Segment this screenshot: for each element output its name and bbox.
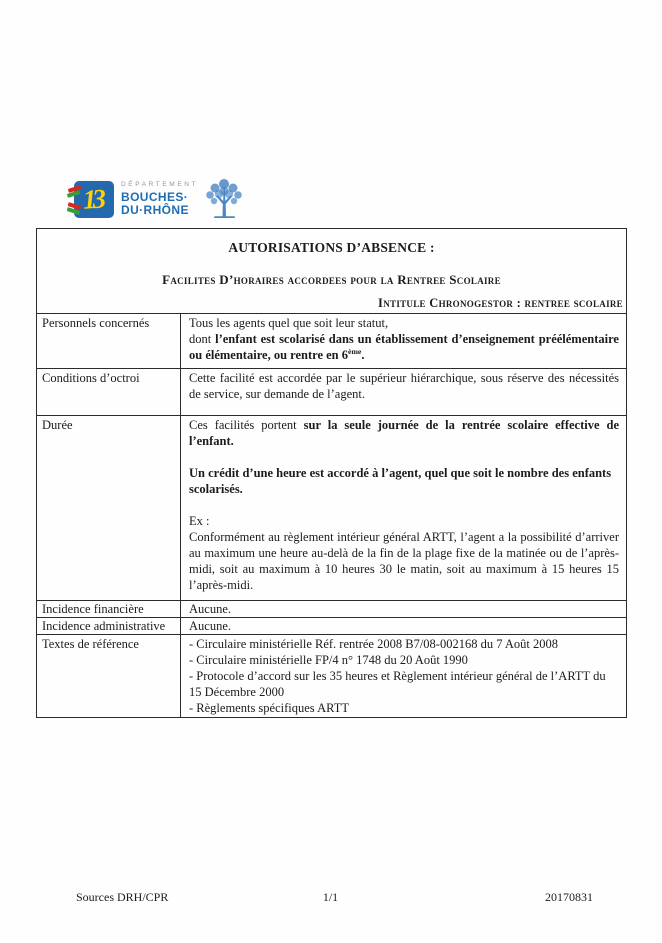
tree-icon xyxy=(202,174,246,220)
text-segment: - Protocole d’accord sur les 35 heures et Règlement intérieur général de l’ARTT du 15 Décembre 2000 xyxy=(189,669,606,699)
paragraph xyxy=(189,417,619,449)
row-content xyxy=(181,416,626,600)
text-segment: dont xyxy=(189,332,216,346)
table-row xyxy=(37,617,626,634)
logo-name-line1: BOUCHES· xyxy=(121,189,189,204)
page-footer xyxy=(36,890,625,905)
text-segment: Un crédit d’une heure est accordé à l’agent, quel que soit le nombre des enfants scolarisés. xyxy=(189,466,612,496)
text-segment: Aucune. xyxy=(189,619,231,633)
text-segment: ème xyxy=(348,346,362,356)
text-segment: - Circulaire ministérielle FP/4 n° 1748 du 20 Août 1990 xyxy=(189,653,468,667)
text-segment: - Règlements spécifiques ARTT xyxy=(189,701,349,715)
paragraph xyxy=(189,315,619,331)
document-subtitle: Facilites D’horaires accordees pour la Rentree Scolaire xyxy=(162,272,501,287)
text-segment: sur la seule journée de la rentrée scolaire effective de l’enfant. xyxy=(189,418,619,448)
row-label: Personnels concernés xyxy=(37,314,181,368)
logo-text xyxy=(121,182,198,216)
text-segment: Tous les agents quel que soit leur statut, xyxy=(189,316,389,330)
table-row xyxy=(37,368,626,415)
paragraph xyxy=(189,700,619,716)
absence-authorization-table xyxy=(36,228,627,718)
table-row xyxy=(37,634,626,717)
footer-sources: Sources DRH/CPR xyxy=(76,890,169,904)
logo-department-label: DÉPARTEMENT xyxy=(121,181,199,189)
logo-number: 13 xyxy=(81,183,103,215)
footer-date: 20170831 xyxy=(545,890,593,904)
row-label: Incidence financière xyxy=(37,601,181,617)
table-row xyxy=(37,600,626,617)
row-label: Incidence administrative xyxy=(37,618,181,634)
row-label: Conditions d’octroi xyxy=(37,369,181,415)
row-content xyxy=(181,601,626,617)
text-segment: Aucune. xyxy=(189,602,231,616)
paragraph xyxy=(189,636,619,652)
text-segment: Conformément au règlement intérieur général ARTT, l’agent a la possibilité d’arriver au maximum une heure au-delà de la fin de la plage fixe de la matinée ou de l’après-midi, soit au maximum à 10 heures 30 le matin, soit au maximum à 15 heures 15 l’après-midi. xyxy=(189,530,619,592)
table-rows xyxy=(37,314,626,717)
table-header-section xyxy=(37,229,626,314)
row-content xyxy=(181,314,626,368)
footer-page-number: 1/1 xyxy=(322,890,339,904)
logo-name-line2: DU·RHÔNE xyxy=(121,202,189,217)
paragraph xyxy=(189,601,619,617)
text-segment: Ex : xyxy=(189,514,210,528)
document-title: AUTORISATIONS D’ABSENCE : xyxy=(228,240,435,255)
paragraph xyxy=(189,370,619,402)
paragraph xyxy=(189,668,619,700)
department-logo xyxy=(74,177,246,221)
paragraph xyxy=(189,652,619,668)
paragraph xyxy=(189,513,619,529)
row-label: Durée xyxy=(37,416,181,600)
text-segment: . xyxy=(361,348,365,362)
row-content xyxy=(181,369,626,415)
blank-line xyxy=(189,497,619,513)
row-label: Textes de référence xyxy=(37,635,181,717)
table-row xyxy=(37,314,626,368)
logo-13-badge xyxy=(74,181,114,218)
chronogestor-label: Intitule Chronogestor : rentree scolaire xyxy=(378,296,623,310)
paragraph xyxy=(189,529,619,593)
text-segment: Cette facilité est accordée par le supérieur hiérarchique, sous réserve des nécessités de service, sur demande de l’agent. xyxy=(189,371,619,401)
row-content xyxy=(181,635,626,717)
table-row xyxy=(37,415,626,600)
blank-line xyxy=(189,449,619,465)
paragraph xyxy=(189,331,619,363)
text-segment: - Circulaire ministérielle Réf. rentrée 2008 B7/08-002168 du 7 Août 2008 xyxy=(189,637,559,651)
paragraph xyxy=(189,618,619,634)
paragraph xyxy=(189,465,619,497)
row-content xyxy=(181,618,626,634)
text-segment: l’enfant est scolarisé dans un établissement d’enseignement préélémentaire ou élémentaire, ou rentre en 6 xyxy=(189,332,619,362)
text-segment: Ces facilités portent xyxy=(189,418,304,432)
